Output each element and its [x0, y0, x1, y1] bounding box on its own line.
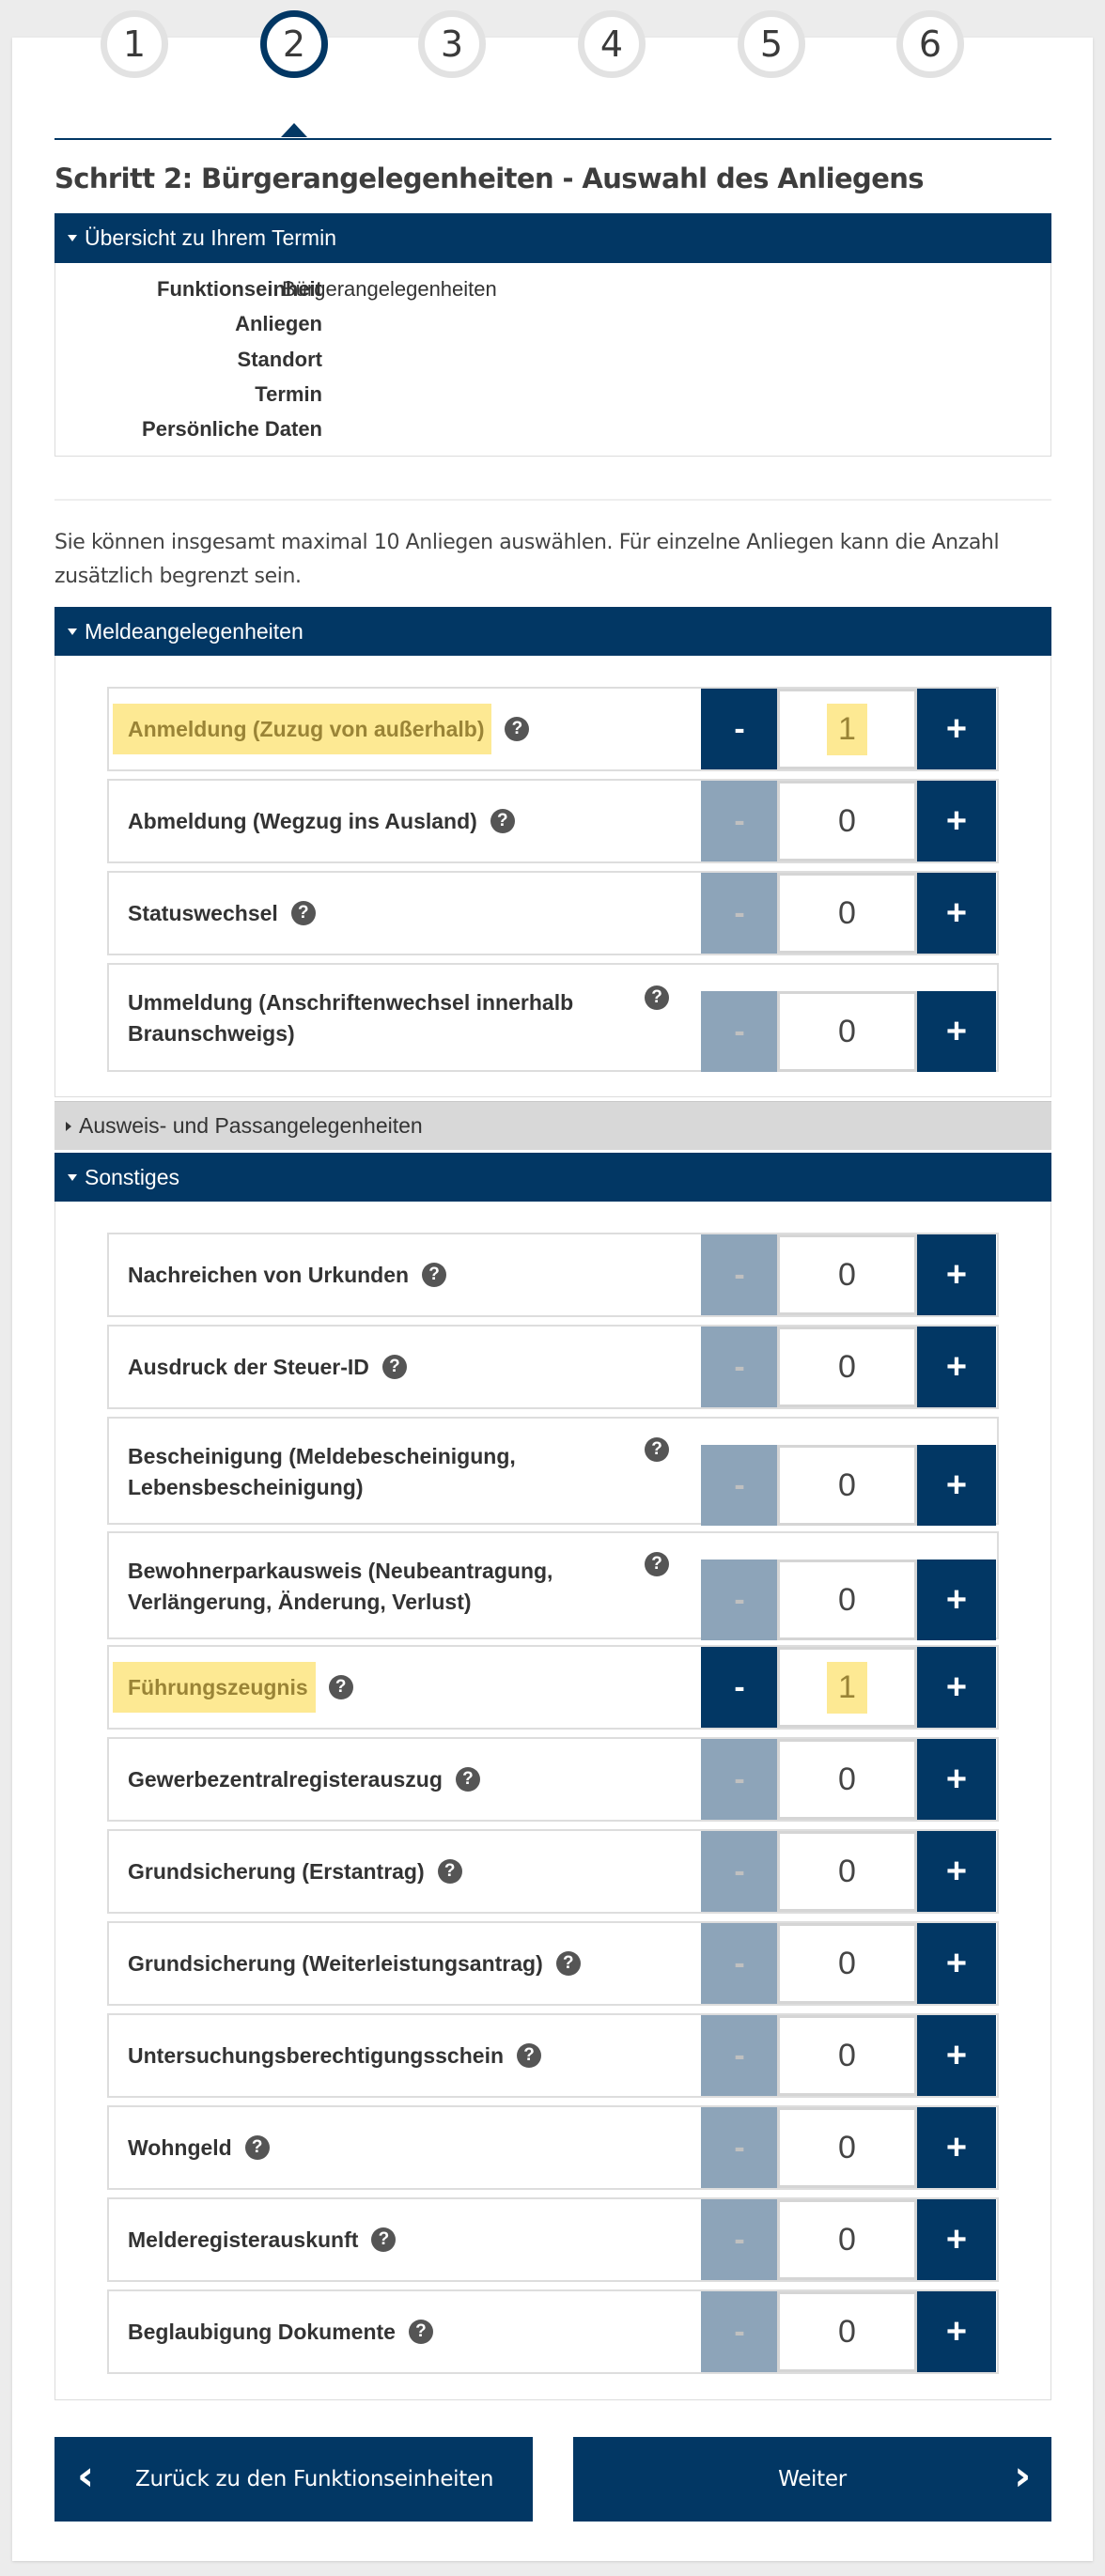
item-label: Grundsicherung (Weiterleistungsantrag) ? — [128, 1948, 654, 1979]
help-icon[interactable]: ? — [329, 1675, 353, 1699]
item-label: Gewerbezentralregisterauszug ? — [128, 1764, 654, 1795]
increment-button[interactable]: + — [917, 1560, 996, 1640]
item-label: Ausdruck der Steuer-ID ? — [128, 1352, 654, 1383]
decrement-button[interactable]: - — [701, 991, 778, 1072]
progress-divider — [54, 138, 1051, 140]
back-button-label: Zurück zu den Funktionseinheiten — [135, 2467, 494, 2491]
quantity-field[interactable]: 0 — [777, 1560, 917, 1640]
info-text: Sie können insgesamt maximal 10 Anliegen auswählen. Für einzelne Anliegen kann die Anzahl zusätzlich begrenzt sein. — [54, 531, 1000, 588]
decrement-button[interactable]: - — [701, 1647, 778, 1728]
decrement-button[interactable]: - — [701, 2291, 778, 2372]
section-header-meldeangelegenheiten[interactable] — [54, 607, 1051, 657]
increment-button[interactable]: + — [917, 1445, 996, 1526]
summary-panel-body — [54, 263, 1051, 457]
item-row-grundsicherung-weiterleistung — [107, 1921, 999, 2006]
item-label: Melderegisterauskunft ? — [128, 2225, 654, 2256]
item-label: Bescheinigung (Meldebescheinigung, Lebensbescheinigung) — [128, 1444, 516, 1499]
summary-label: Funktionseinheit — [157, 277, 322, 301]
summary-label: Anliegen — [235, 312, 322, 335]
item-row-steuer-id — [107, 1325, 999, 1409]
decrement-button[interactable]: - — [701, 1445, 778, 1526]
caret-down-icon — [68, 1174, 77, 1181]
decrement-button[interactable]: - — [701, 2107, 778, 2188]
increment-button[interactable]: + — [917, 1647, 996, 1728]
help-icon[interactable]: ? — [382, 1355, 407, 1379]
quantity-field[interactable]: 0 — [777, 2107, 917, 2188]
section-title: Sonstiges — [85, 1165, 180, 1189]
help-icon[interactable]: ? — [490, 809, 515, 833]
summary-label: Persönliche Daten — [142, 417, 322, 441]
help-icon[interactable]: ? — [456, 1767, 480, 1792]
item-row-gewerbezentralregisterauszug — [107, 1737, 999, 1822]
quantity-field[interactable]: 0 — [777, 2015, 917, 2096]
increment-button[interactable]: + — [917, 1739, 996, 1820]
quantity-field[interactable]: 0 — [777, 991, 917, 1072]
summary-label: Standort — [237, 348, 322, 371]
help-icon[interactable]: ? — [245, 2135, 270, 2160]
item-label: Ummeldung (Anschriftenwechsel innerhalb Braunschweigs) — [128, 990, 574, 1046]
step-2-active[interactable]: 2 — [260, 10, 328, 78]
increment-button[interactable]: + — [917, 1923, 996, 2004]
decrement-button[interactable]: - — [701, 2199, 778, 2280]
increment-button[interactable]: + — [917, 2291, 996, 2372]
help-icon[interactable]: ? — [438, 1859, 462, 1884]
increment-button[interactable]: + — [917, 1327, 996, 1407]
caret-right-icon — [66, 1122, 71, 1131]
caret-down-icon — [68, 628, 77, 635]
item-row-untersuchungsberechtigungsschein — [107, 2013, 999, 2098]
item-row-fuehrungszeugnis — [107, 1645, 999, 1730]
decrement-button[interactable]: - — [701, 1560, 778, 1640]
item-label: Abmeldung (Wegzug ins Ausland) ? — [128, 806, 654, 837]
item-label: Führungszeugnis ? — [128, 1672, 654, 1703]
item-row-bewohnerparkausweis — [107, 1531, 999, 1639]
summary-row-anliegen — [55, 312, 1051, 340]
page-title: Schritt 2: Bürgerangelegenheiten - Auswahl des Anliegens — [54, 163, 924, 194]
item-row-bescheinigung — [107, 1417, 999, 1525]
help-icon[interactable]: ? — [517, 2043, 541, 2068]
increment-button[interactable]: + — [917, 2107, 996, 2188]
summary-row-termin — [55, 382, 1051, 411]
item-row-abmeldung — [107, 779, 999, 863]
quantity-field[interactable]: 0 — [777, 2291, 917, 2372]
summary-row-persoenliche-daten — [55, 417, 1051, 445]
decrement-button[interactable]: - — [701, 1739, 778, 1820]
quantity-field[interactable]: 0 — [777, 2199, 917, 2280]
summary-panel-header[interactable] — [54, 213, 1051, 263]
item-label: Grundsicherung (Erstantrag) ? — [128, 1856, 654, 1887]
quantity-field[interactable]: 1 — [777, 1647, 917, 1728]
decrement-button[interactable]: - — [701, 1234, 778, 1315]
back-button[interactable] — [54, 2437, 533, 2522]
step-4[interactable]: 4 — [578, 10, 646, 78]
item-label: Beglaubigung Dokumente ? — [128, 2317, 654, 2348]
item-row-nachreichen-urkunden — [107, 1233, 999, 1317]
quantity-field[interactable]: 0 — [777, 1923, 917, 2004]
divider — [54, 499, 1051, 501]
item-label: Statuswechsel ? — [128, 898, 654, 929]
caret-down-icon — [68, 235, 77, 241]
help-icon[interactable]: ? — [422, 1263, 446, 1287]
quantity-field[interactable]: 0 — [777, 1831, 917, 1912]
quantity-field[interactable]: 0 — [777, 781, 917, 861]
decrement-button[interactable]: - — [701, 781, 778, 861]
quantity-field[interactable]: 0 — [777, 1327, 917, 1407]
summary-row-standort — [55, 348, 1051, 376]
quantity-field[interactable]: 0 — [777, 1234, 917, 1315]
chevron-left-icon: ‹ — [77, 2452, 94, 2500]
section-title: Meldeangelegenheiten — [85, 619, 303, 644]
summary-label: Termin — [255, 382, 322, 406]
increment-button[interactable]: + — [917, 2015, 996, 2096]
item-label: Bewohnerparkausweis (Neubeantragung, Verlängerung, Änderung, Verlust) — [128, 1559, 553, 1614]
item-row-statuswechsel — [107, 871, 999, 955]
decrement-button[interactable]: - — [701, 689, 778, 769]
help-icon[interactable]: ? — [505, 717, 529, 741]
item-row-beglaubigung-dokumente — [107, 2289, 999, 2374]
quantity-field[interactable]: 0 — [777, 873, 917, 954]
decrement-button[interactable]: - — [701, 1327, 778, 1407]
help-icon[interactable]: ? — [371, 2227, 396, 2252]
increment-button[interactable]: + — [917, 689, 996, 769]
step-5[interactable]: 5 — [738, 10, 805, 78]
quantity-field[interactable]: 0 — [777, 1445, 917, 1526]
increment-button[interactable]: + — [917, 1831, 996, 1912]
increment-button[interactable]: + — [917, 873, 996, 954]
help-icon[interactable]: ? — [556, 1951, 581, 1976]
step-indicator — [0, 0, 1105, 94]
item-row-ummeldung — [107, 963, 999, 1072]
increment-button[interactable]: + — [917, 991, 996, 1072]
increment-button[interactable]: + — [917, 2199, 996, 2280]
item-label: Untersuchungsberechtigungsschein ? — [128, 2041, 654, 2072]
summary-value: Bürgerangelegenheiten — [282, 277, 497, 301]
summary-panel-title: Übersicht zu Ihrem Termin — [85, 225, 336, 250]
item-label: Anmeldung (Zuzug von außerhalb) ? — [128, 714, 654, 745]
increment-button[interactable]: + — [917, 1234, 996, 1315]
item-row-grundsicherung-erstantrag — [107, 1829, 999, 1914]
help-icon[interactable]: ? — [645, 985, 669, 1010]
chevron-right-icon: › — [1014, 2452, 1031, 2500]
next-button-label: Weiter — [778, 2467, 847, 2491]
decrement-button[interactable]: - — [701, 1831, 778, 1912]
decrement-button[interactable]: - — [701, 2015, 778, 2096]
step-1[interactable]: 1 — [101, 10, 168, 78]
item-label: Nachreichen von Urkunden ? — [128, 1260, 654, 1291]
step-3[interactable]: 3 — [418, 10, 486, 78]
item-row-melderegisterauskunft — [107, 2197, 999, 2282]
section-header-ausweis-passangelegenheiten[interactable] — [54, 1101, 1051, 1150]
help-icon[interactable]: ? — [645, 1552, 669, 1576]
help-icon[interactable]: ? — [291, 901, 316, 925]
decrement-button[interactable]: - — [701, 1923, 778, 2004]
item-row-anmeldung — [107, 687, 999, 771]
increment-button[interactable]: + — [917, 781, 996, 861]
section-title: Ausweis- und Passangelegenheiten — [79, 1113, 423, 1138]
item-row-wohngeld — [107, 2105, 999, 2190]
help-icon[interactable]: ? — [409, 2320, 433, 2344]
step-6[interactable]: 6 — [896, 10, 964, 78]
current-step-arrow-icon — [281, 123, 307, 137]
item-label: Wohngeld ? — [128, 2133, 654, 2164]
decrement-button[interactable]: - — [701, 873, 778, 954]
next-button[interactable] — [573, 2437, 1051, 2522]
section-header-sonstiges[interactable] — [54, 1153, 1051, 1203]
quantity-field[interactable]: 0 — [777, 1739, 917, 1820]
help-icon[interactable]: ? — [645, 1437, 669, 1462]
quantity-field[interactable]: 1 — [777, 689, 917, 769]
summary-row-funktionseinheit — [55, 277, 1051, 305]
